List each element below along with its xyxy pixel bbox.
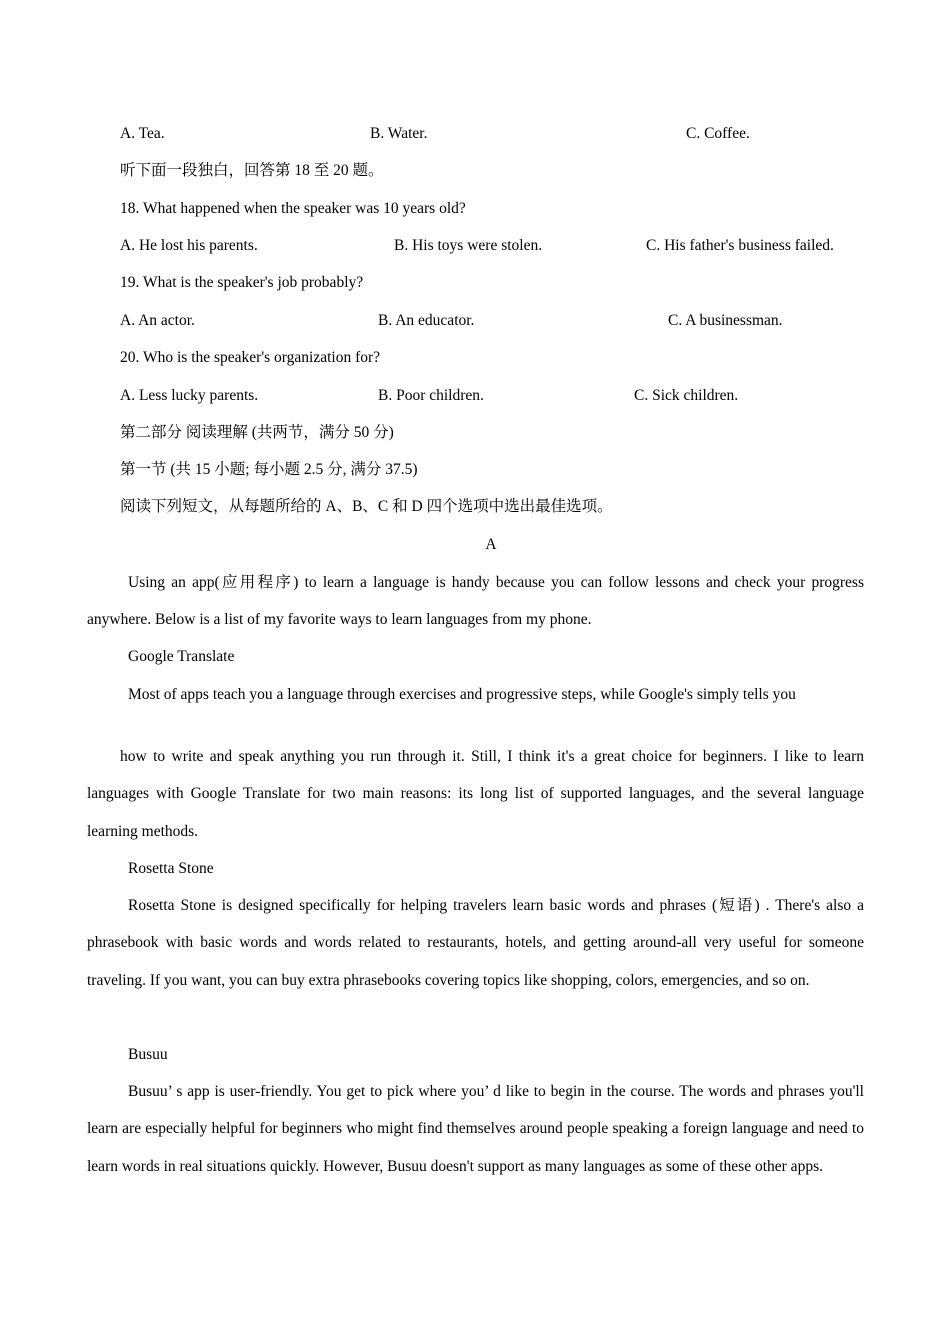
busuu-paragraph: Busuu’ s app is user-friendly. You get to pick where you’ d like to begin in the course. The words and phrases you'll learn are especially helpful for beginners who might find themselves around people speaking a foreign language and need to learn words in real situations quickly. However, Busuu doesn't support as many languages as some of these other apps.	[87, 1083, 864, 1175]
rosetta-stone-paragraph: Rosetta Stone is designed specifically for helping travelers learn basic words and phrases (短语) . There's also a phrasebook with basic words and words related to restaurants, hotels, and getting around-all very useful for someone traveling. If you want, you can buy extra phrasebooks covering topics like shopping, colors, emergencies, and so on.	[87, 897, 864, 989]
q18-option-b: B. His toys were stolen.	[394, 237, 543, 254]
google-translate-paragraph-part1: Most of apps teach you a language through exercises and progressive steps, while Google's simply tells you	[128, 686, 796, 703]
q19-option-c: C. A businessman.	[668, 312, 783, 329]
google-translate-title: Google Translate	[128, 648, 235, 665]
part2-heading: 第二部分 阅读理解 (共两节，满分 50 分)	[120, 424, 394, 441]
q17-option-b: B. Water.	[370, 125, 428, 142]
q17-option-a: A. Tea.	[120, 125, 165, 142]
q17-option-c: C. Coffee.	[686, 125, 750, 142]
busuu-title: Busuu	[128, 1046, 168, 1063]
q18-question: 18. What happened when the speaker was 10 years old?	[120, 200, 466, 217]
reading-instruction: 阅读下列短文，从每题所给的 A、B、C 和 D 四个选项中选出最佳选项。	[120, 498, 613, 515]
q20-question: 20. Who is the speaker's organization for?	[120, 349, 381, 366]
q20-option-c: C. Sick children.	[634, 387, 739, 404]
q19-question: 19. What is the speaker's job probably?	[120, 274, 364, 291]
passage-intro: Using an app(应用程序) to learn a language is handy because you can follow lessons and check your progress anywhere. Below is a list of my favorite ways to learn languages from my phone.	[87, 574, 864, 629]
rosetta-stone-title: Rosetta Stone	[128, 860, 214, 877]
q20-option-a: A. Less lucky parents.	[120, 387, 259, 404]
q18-option-a: A. He lost his parents.	[120, 237, 258, 254]
monologue-instruction: 听下面一段独白，回答第 18 至 20 题。	[120, 162, 384, 179]
q20-option-b: B. Poor children.	[378, 387, 484, 404]
google-translate-paragraph-part2: how to write and speak anything you run through it. Still, I think it's a great choice for beginners. I like to learn languages with Google Translate for two main reasons: its long list of supported languages, and the several language learning methods.	[87, 748, 864, 840]
q18-option-c: C. His father's business failed.	[646, 237, 834, 254]
q19-option-a: A. An actor.	[120, 312, 195, 329]
section1-heading: 第一节 (共 15 小题; 每小题 2.5 分, 满分 37.5)	[120, 461, 418, 478]
q19-option-b: B. An educator.	[378, 312, 475, 329]
passage-label: A	[485, 536, 497, 553]
